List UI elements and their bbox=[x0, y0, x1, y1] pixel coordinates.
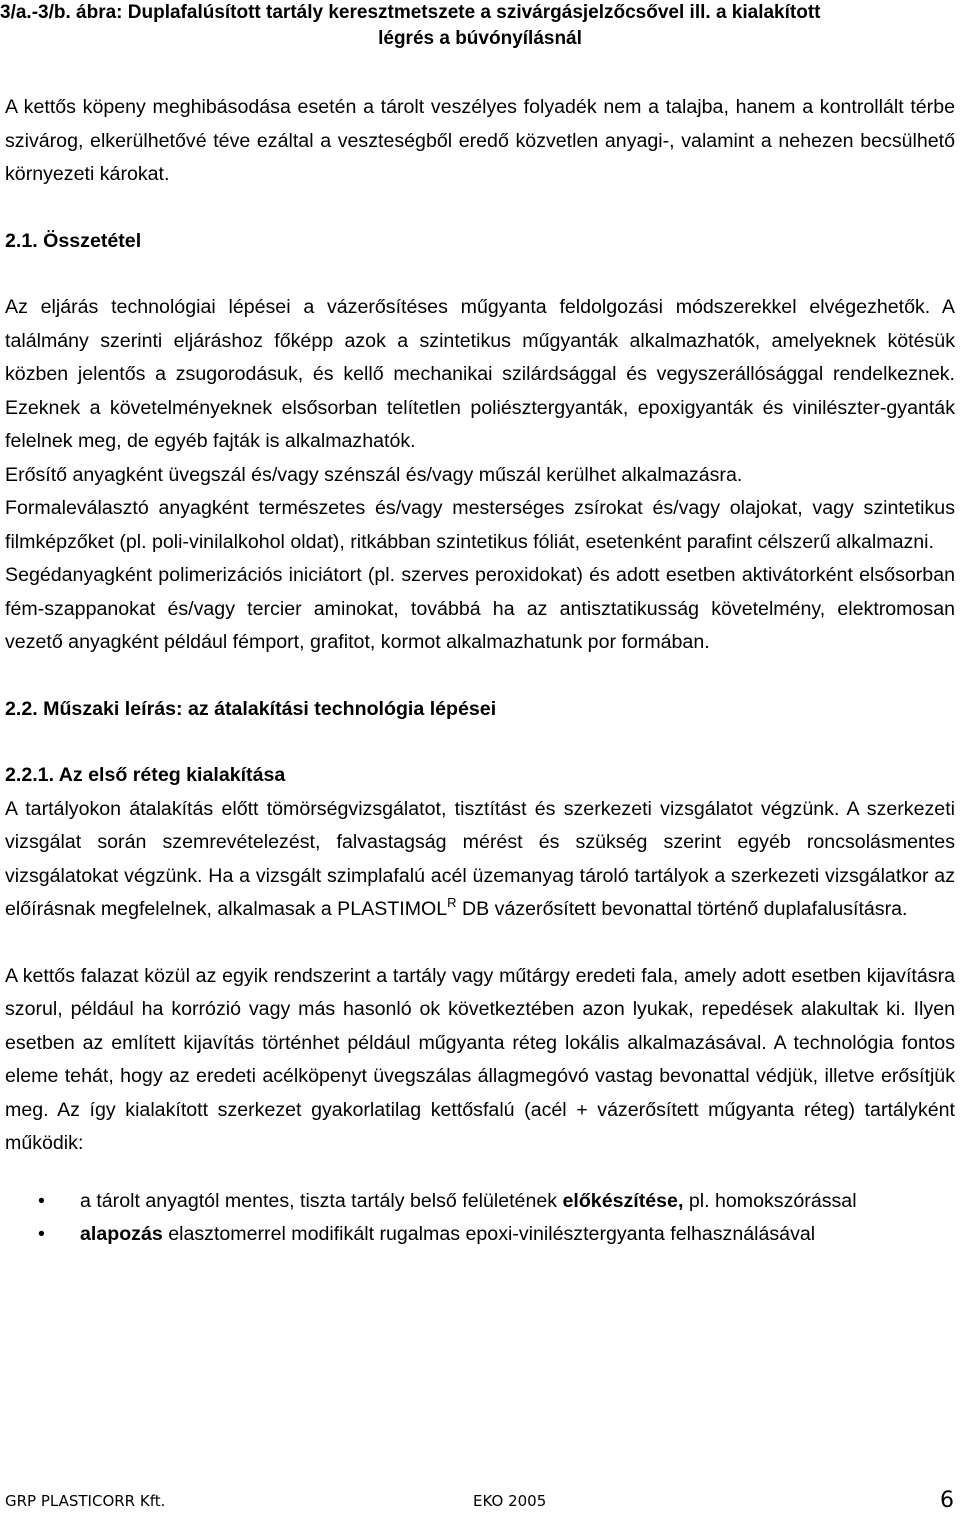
section-2-1-paragraph: Az eljárás technológiai lépései a vázerősítéses műgyanta feldolgozási módszerekkel elvégezhetők. A találmány szerinti eljáráshoz főképp azok a szintetikus műgyanták alkalmazhatók, amelyeknek kötésük közben jelentős a zsugorodásuk, és kellő mechanikai szilárdsággal és vegyszerállósággal rendelkeznek. Ezeknek a követelményeknek elsősorban telítetlen poliésztergyanták, epoxigyanták és vinilészter-gyanták felelnek meg, de egyéb fajták is alkalmazhatók. bbox=[5, 296, 955, 452]
spacer bbox=[5, 192, 955, 225]
section-2-2-1-heading: 2.2.1. Az első réteg kialakítása bbox=[5, 764, 286, 786]
page-footer bbox=[0, 1488, 960, 1514]
section-2-1-paragraph: Formaleválasztó anyagként természetes és/vagy mesterséges zsírokat és/vagy olajokat, vagy szintetikus filmképzőket (pl. poli-vinilalkohol oldat), ritkábban szintetikus fóliát, esetenként parafint célszerű alkalmazni. bbox=[5, 497, 955, 553]
page-number: 6 bbox=[940, 1488, 954, 1513]
footer-company: GRP PLASTICORR Kft. bbox=[5, 1492, 166, 1510]
section-2-2-heading: 2.2. Műszaki leírás: az átalakítási technológia lépései bbox=[5, 697, 497, 720]
spacer bbox=[5, 1161, 955, 1188]
section-2-2-1-paragraph-2: A kettős falazat közül az egyik rendszerint a tartály vagy műtárgy eredeti fala, amely adott esetben kijavításra szorul, például ha korrózió vagy más hasonló ok következtében azon lyukak, repedések alakultak ki. Ilyen esetben az említett kijavítás történhet például műgyanta réteg lokális alkalmazásával. A technológia fontos eleme tehát, hogy az eredeti acélköpenyt üvegszálas állagmegóvó vastag bevonattal védjük, illetve erősítjük meg. Az így kialakított szerkezet gyakorlatilag kettősfalú (acél + vázerősített műgyanta réteg) tartályként működik: bbox=[5, 964, 955, 1154]
document-body bbox=[5, 91, 955, 1247]
section-2-1-heading: 2.1. Összetétel bbox=[5, 229, 142, 252]
list-item-text: pl. homokszórással bbox=[683, 1189, 857, 1212]
intro-paragraph: A kettős köpeny meghibásodása esetén a tárolt veszélyes folyadék nem a talajba, hanem a kontrollált térbe szivárog, elkerülhetővé téve ezáltal a veszteségből eredő közvetlen anyagi-, valamint a nehezen becsülhető környezeti károkat. bbox=[5, 96, 955, 185]
footer-center-text: EKO 2005 bbox=[473, 1492, 547, 1510]
spacer bbox=[5, 927, 955, 960]
paragraph-text: DB vázerősített bevonattal történő duplafalusításra. bbox=[456, 898, 908, 920]
spacer bbox=[5, 726, 955, 759]
spacer bbox=[5, 258, 955, 291]
bullet-icon: • bbox=[38, 1222, 45, 1245]
figure-caption bbox=[0, 0, 960, 52]
bullet-icon: • bbox=[38, 1189, 45, 1212]
bullet-list bbox=[5, 1188, 955, 1247]
list-item bbox=[5, 1188, 955, 1214]
list-item-bold: alapozás bbox=[80, 1222, 163, 1245]
list-item bbox=[5, 1221, 955, 1247]
list-item-bold: előkészítése, bbox=[562, 1189, 684, 1212]
section-2-1-paragraph: Segédanyagként polimerizációs iniciátort (pl. szerves peroxidokat) és adott esetben aktivátorként elsősorban fém-szappanokat és/vagy tercier aminokat, továbbá ha az antisztatikusság követelmény, elektromosan vezető anyagként például fémport, grafitot, kormot alkalmazhatunk por formában. bbox=[5, 564, 955, 653]
section-2-2-1-paragraph-1 bbox=[5, 793, 955, 927]
paragraph-text: A tartályokon átalakítás előtt tömörségvizsgálatot, tisztítást és szerkezeti vizsgálatot végzünk. A szerkezeti vizsgálat során szemrevételezést, falvastagság mérést és szükség szerint egyéb roncsolásmentes vizsgálatokat végzünk. Ha a vizsgált szimplafalú acél üzemanyag tároló tartályok a szerkezeti vizsgálatkor az előírásnak megfelelnek, alkalmasak a PLASTIMOL bbox=[5, 797, 955, 920]
spacer bbox=[5, 660, 955, 693]
section-2-1-paragraph: Erősítő anyagként üvegszál és/vagy szénszál és/vagy műszál kerülhet alkalmazásra. bbox=[5, 463, 743, 486]
registered-superscript: R bbox=[447, 895, 457, 910]
figure-caption-line-1: 3/a.-3/b. ábra: Duplafalúsított tartály keresztmetszete a szivárgásjelzőcsővel ill. a kialakított bbox=[0, 2, 821, 23]
list-item-text: a tárolt anyagtól mentes, tiszta tartály belső felületének bbox=[80, 1189, 563, 1212]
list-item-text: elasztomerrel modifikált rugalmas epoxi-vinilésztergyanta felhasználásával bbox=[162, 1222, 816, 1245]
figure-caption-line-2: légrés a búvónyílásnál bbox=[378, 28, 582, 49]
